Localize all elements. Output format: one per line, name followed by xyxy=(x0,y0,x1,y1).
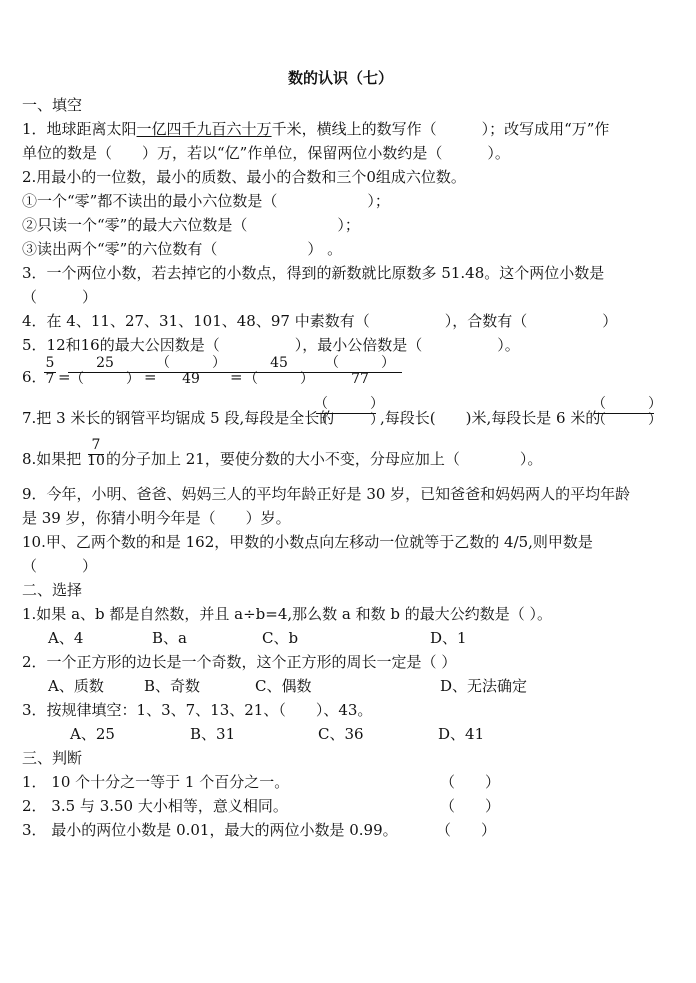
q2-3-option-c: C、36 xyxy=(318,725,364,743)
q1-pre: 1．地球距离太阳 xyxy=(22,120,137,138)
question-2-2: 2．一个正方形的边长是一个奇数，这个正方形的周长一定是（ ） xyxy=(22,653,457,671)
q6-fraction-bar-long xyxy=(68,372,402,373)
q7-pre: 7.把 3 米长的钢管平均锯成 5 段,每段是全长的 xyxy=(22,409,335,427)
q7-mid: ,每段长( )米,每段长是 6 米的 xyxy=(380,409,601,427)
q7-f1-numerator: （ ） xyxy=(314,396,384,412)
question-1-3: 3．一个两位小数，若去掉它的小数点，得到的新数就比原数多 51.48。这个两位小数是 xyxy=(22,264,605,282)
question-1-5: 5．12和16的最大公因数是（ ），最小公倍数是（ ）。 xyxy=(22,336,520,354)
q8-pre: 8.如果把 xyxy=(22,450,82,468)
q8-fraction xyxy=(86,437,106,469)
question-1-3-blank: （ ） xyxy=(22,288,98,306)
question-1-9-line2: 是 39 岁，你猜小明今年是（ ）岁。 xyxy=(22,509,291,527)
q2-1-option-c: C、b xyxy=(262,629,299,647)
q8-post: 的分子加上 21，要使分数的大小不变，分母应加上（ ）。 xyxy=(106,450,543,468)
q2-2-option-d: D、无法确定 xyxy=(440,677,528,695)
page-title: 数的认识（七） xyxy=(288,69,394,87)
q6-fraction-1 xyxy=(42,355,58,387)
question-1-2c: ③读出两个“零”的六位数有（ ） 。 xyxy=(22,240,343,258)
q8-fraction-bar xyxy=(88,454,104,455)
q6-label: 6． xyxy=(22,368,47,386)
question-1-10: 10.甲、乙两个数的和是 162，甲数的小数点向左移动一位就等于乙数的 4/5,则甲数是 xyxy=(22,533,593,551)
q7-f2-numerator: （ ） xyxy=(592,396,662,412)
q3-1-parens: （ ） xyxy=(440,773,501,791)
q1-post: 千米，横线上的数写作（ ）；改写成用“万”作 xyxy=(271,120,610,138)
q2-2-option-c: C、偶数 xyxy=(255,677,312,695)
q7-f1-denominator: （ ） xyxy=(314,412,384,428)
q6-f3-denominator: 49 xyxy=(182,371,200,387)
q2-1-option-d: D、1 xyxy=(430,629,467,647)
q1-underlined-number: 一亿四千九百六十万 xyxy=(136,120,272,138)
q7-fraction-1 xyxy=(314,396,384,428)
q8-numerator: 7 xyxy=(91,437,101,453)
q6-f4-numerator: 45 xyxy=(270,355,288,371)
section-heading-choice: 二、选择 xyxy=(22,581,83,599)
q6-equals-2: = xyxy=(144,368,157,386)
q6-f2-denominator: （ ） xyxy=(70,371,140,387)
q6-fraction-2 xyxy=(66,355,144,387)
question-2-1: 1.如果 a、b 都是自然数，并且 a÷b=4,那么数 a 和数 b 的最大公约数是（ ）。 xyxy=(22,605,553,623)
section-heading-judge: 三、判断 xyxy=(22,749,83,767)
q2-1-option-a: A、4 xyxy=(48,629,84,647)
q3-2-parens: （ ） xyxy=(440,797,501,815)
q8-denominator: 10 xyxy=(87,453,105,469)
question-1-9: 9．今年，小明、爸爸、妈妈三人的平均年龄正好是 30 岁，已知爸爸和妈妈两人的平均年龄 xyxy=(22,485,631,503)
q6-f1-numerator: 5 xyxy=(45,355,55,371)
question-3-3: 3． 最小的两位小数是 0.01，最大的两位小数是 0.99。 xyxy=(22,821,398,839)
q2-2-option-a: A、质数 xyxy=(48,677,104,695)
q6-equals-1: = xyxy=(58,368,71,386)
q6-f5-denominator: 77 xyxy=(351,371,369,387)
question-1-2b: ②只读一个“零”的最大六位数是（ ）； xyxy=(22,216,360,234)
question-1-4: 4．在 4、11、27、31、101、48、97 中素数有（ ），合数有（ ） xyxy=(22,312,618,330)
q7-f2-denominator: （ ） xyxy=(592,412,662,428)
q7-fraction-2 xyxy=(592,396,662,428)
question-1-1 xyxy=(22,119,609,139)
question-2-3: 3．按规律填空：1、3、7、13、21、（ ）、43。 xyxy=(22,701,373,719)
q6-f4-denominator: （ ） xyxy=(244,371,314,387)
question-3-1: 1． 10 个十分之一等于 1 个百分之一。 xyxy=(22,773,290,791)
q6-f2-numerator: 25 xyxy=(96,355,114,371)
question-3-2: 2． 3.5 与 3.50 大小相等，意义相同。 xyxy=(22,797,288,815)
q3-3-parens: （ ） xyxy=(436,821,497,839)
q2-3-option-d: D、41 xyxy=(438,725,485,743)
q7-fraction-bar-2 xyxy=(594,413,654,414)
q6-f3-numerator: （ ） xyxy=(156,355,226,371)
q6-f5-numerator: （ ） xyxy=(325,355,395,371)
q6-f1-denominator: 7 xyxy=(45,371,55,387)
q2-1-option-b: B、a xyxy=(152,629,187,647)
q6-fraction-5 xyxy=(318,355,402,387)
q2-2-option-b: B、奇数 xyxy=(144,677,201,695)
question-1-1-line2: 单位的数是（ ）万，若以“亿”作单位，保留两位小数约是（ ）。 xyxy=(22,144,510,162)
q6-equals-3: = xyxy=(230,368,243,386)
q2-3-option-a: A、25 xyxy=(70,725,115,743)
q6-fraction-bar-1 xyxy=(44,372,56,373)
question-1-2: 2.用最小的一位数，最小的质数、最小的合数和三个0组成六位数。 xyxy=(22,168,466,186)
question-1-10-blank: （ ） xyxy=(22,557,98,575)
q6-fraction-3 xyxy=(152,355,230,387)
q6-fraction-4 xyxy=(240,355,318,387)
q2-3-option-b: B、31 xyxy=(190,725,236,743)
q7-fraction-bar-1 xyxy=(316,413,376,414)
question-1-2a: ①一个“零”都不读出的最小六位数是（ ）； xyxy=(22,192,390,210)
section-heading-fill: 一、填空 xyxy=(22,96,83,114)
